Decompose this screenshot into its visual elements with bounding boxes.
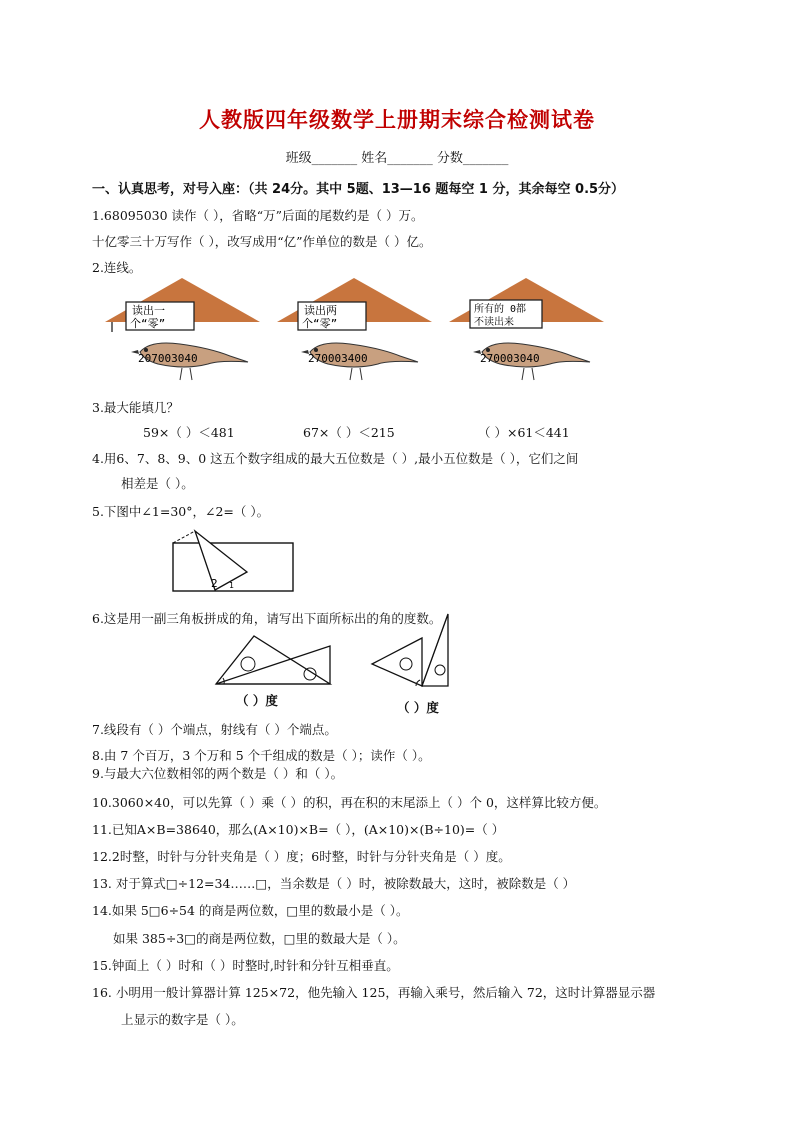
house-1-line2: 个“零” [130, 317, 166, 330]
angle-2-label: 2 [211, 577, 218, 590]
question-11: 11.已知A×B=38640，那么(A×10)×B=（ ），(A×10)×(B÷10)=（ ） [92, 822, 505, 837]
triangle-figure-2 [370, 610, 452, 696]
question-2: 2.连线。 [92, 260, 142, 275]
question-3-item-3: （ ）×61＜441 [478, 425, 570, 440]
house-2-line1: 读出两 [304, 304, 337, 317]
fold-figure [165, 528, 300, 594]
question-6: 6.这是用一副三角板拼成的角，请写出下面所标出的角的度数。 [92, 611, 442, 626]
bird-3-number: 270003040 [480, 352, 540, 365]
question-4b: 相差是（ ）。 [121, 476, 194, 491]
question-4a: 4.用6、7、8、9、0 这五个数字组成的最大五位数是（ ）,最小五位数是（ ），它们之间 [92, 451, 579, 466]
house-2-line2: 个“零” [302, 317, 338, 330]
question-13: 13. 对于算式□÷12=34……□，当余数是（ ）时，被除数最大，这时，被除数是（ ） [92, 876, 576, 891]
question-3-item-2: 67×（ ）＜215 [303, 425, 395, 440]
question-15: 15.钟面上（ ）时和（ ）时整时,时针和分针互相垂直。 [92, 958, 399, 973]
question-5: 5.下图中∠1=30°，∠2=（ ）。 [92, 504, 270, 519]
question-3-item-1: 59×（ ）＜481 [143, 425, 235, 440]
triangle-figure-1 [214, 628, 334, 688]
question-16b: 上显示的数字是（ ）。 [121, 1012, 244, 1027]
question-1a: 1.68095030 读作（ ），省略“万”后面的尾数约是（ ）万。 [92, 208, 424, 223]
question-10: 10.3060×40，可以先算（ ）乘（ ）的积，再在积的末尾添上（ ）个 0，这样算比较方便。 [92, 795, 607, 810]
question-6-answer-2: （ ）度 [397, 700, 439, 715]
question-14a: 14.如果 5□6÷54 的商是两位数，□里的数最小是（ ）。 [92, 903, 409, 918]
house-3-line2: 不读出来 [474, 317, 514, 328]
question-8: 8.由 7 个百万，3 个万和 5 个千组成的数是（ ）；读作（ ）。 [92, 748, 431, 763]
house-1 [105, 278, 260, 332]
house-2 [277, 278, 432, 330]
section-heading: 一、认真思考，对号入座：（共 24分。其中 5题、13—16 题每空 1 分，其余每空 0.5分） [92, 182, 625, 197]
bird-2-number: 270003400 [308, 352, 368, 365]
question-7: 7.线段有（ ）个端点，射线有（ ）个端点。 [92, 722, 337, 737]
bird-1-number: 207003040 [138, 352, 198, 365]
question-12: 12.2时整，时针与分针夹角是（ ）度；6时整，时针与分针夹角是（ ）度。 [92, 849, 511, 864]
question-16a: 16. 小明用一般计算器计算 125×72，他先输入 125，再输入乘号，然后输入 72，这时计算器显示器 [92, 985, 656, 1000]
page-title: 人教版四年级数学上册期末综合检测试卷 [199, 108, 595, 132]
question-9: 9.与最大六位数相邻的两个数是（ ）和（ ）。 [92, 766, 344, 781]
angle-1-label: 1 [229, 581, 234, 590]
question-14b: 如果 385÷3□的商是两位数，□里的数最大是（ ）。 [113, 931, 406, 946]
question-6-answer-1: （ ）度 [236, 693, 278, 708]
question-3: 3.最大能填几？ [92, 400, 179, 415]
bird-3 [473, 343, 590, 380]
matching-figure [100, 270, 660, 385]
student-info-line: 班级_______ 姓名_______ 分数_______ [285, 151, 509, 166]
house-3 [449, 278, 604, 328]
question-1b: 十亿零三十万写作（ ），改写成用“亿”作单位的数是（ ）亿。 [92, 234, 432, 249]
house-3-line1: 所有的 0都 [474, 304, 527, 315]
bird-1 [131, 343, 248, 380]
house-1-line1: 读出一 [132, 304, 165, 317]
bird-2 [301, 343, 418, 380]
